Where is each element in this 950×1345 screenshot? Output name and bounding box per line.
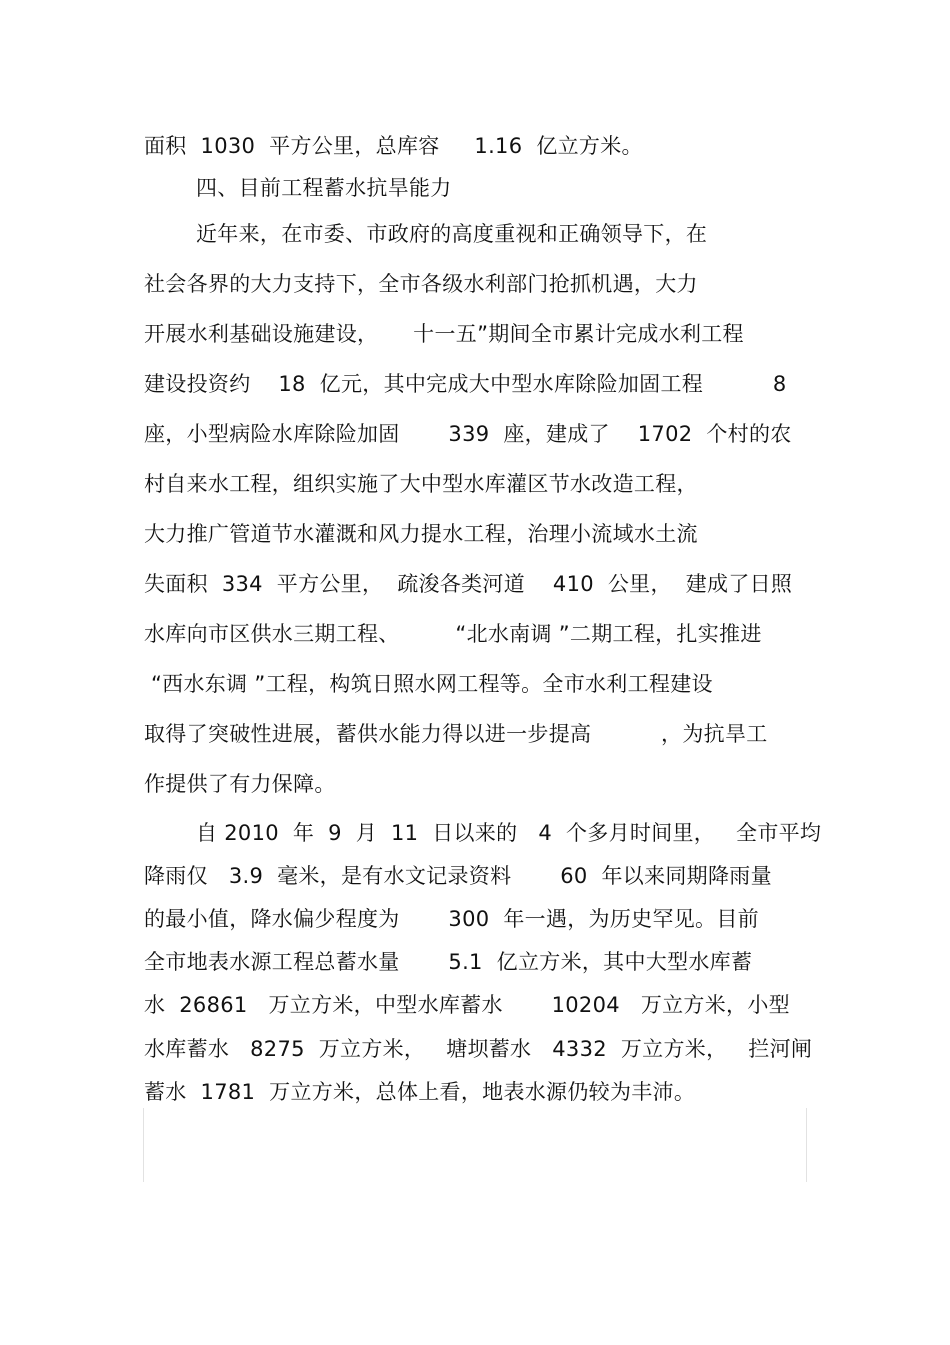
margin-rule-right (806, 1108, 807, 1182)
text-line-6: 建设投资约 18 亿元，其中完成大中型水库除险加固工程 8 (144, 372, 787, 396)
text-line-14: 作提供了有力保障。 (144, 772, 336, 796)
text-line-4: 社会各界的大力支持下，全市各级水利部门抢抓机遇，大力 (144, 272, 698, 296)
text-line-8: 村自来水工程，组织实施了大中型水库灌区节水改造工程， (144, 472, 698, 496)
text-line-9: 大力推广管道节水灌溉和风力提水工程，治理小流域水土流 (144, 522, 698, 546)
text-line-5: 开展水利基础设施建设， 十一五”期间全市累计完成水利工程 (144, 322, 744, 346)
text-line-1: 面积 1030 平方公里，总库容 1.16 亿立方米。 (144, 134, 643, 158)
text-line-21: 蓄水 1781 万立方米，总体上看，地表水源仍较为丰沛。 (144, 1080, 696, 1104)
text-line-3: 近年来，在市委、市政府的高度重视和正确领导下，在 (196, 222, 708, 246)
text-line-10: 失面积 334 平方公里， 疏浚各类河道 410 公里， 建成了日照 (144, 572, 793, 596)
margin-rule-left (143, 1108, 144, 1182)
text-line-18: 全市地表水源工程总蓄水量 5.1 亿立方米，其中大型水库蓄 (144, 950, 753, 974)
text-line-13: 取得了突破性进展，蓄供水能力得以进一步提高 ，为抗旱工 (144, 722, 768, 746)
text-line-20: 水库蓄水 8275 万立方米， 塘坝蓄水 4332 万立方米， 拦河闸 (144, 1037, 813, 1061)
section-heading: 四、目前工程蓄水抗旱能力 (196, 176, 452, 200)
text-line-19: 水 26861 万立方米，中型水库蓄水 10204 万立方米，小型 (144, 993, 790, 1017)
text-line-15: 自 2010 年 9 月 11 日以来的 4 个多月时间里， 全市平均 (196, 821, 822, 845)
text-line-11: 水库向市区供水三期工程、 “北水南调 ”二期工程，扎实推进 (144, 622, 762, 646)
text-line-12: “西水东调 ”工程，构筑日照水网工程等。全市水利工程建设 (144, 672, 713, 696)
text-line-16: 降雨仅 3.9 毫米，是有水文记录资料 60 年以来同期降雨量 (144, 864, 772, 888)
text-line-7: 座，小型病险水库除险加固 339 座，建成了 1702 个村的农 (144, 422, 792, 446)
text-line-17: 的最小值，降水偏少程度为 300 年一遇，为历史罕见。目前 (144, 907, 759, 931)
